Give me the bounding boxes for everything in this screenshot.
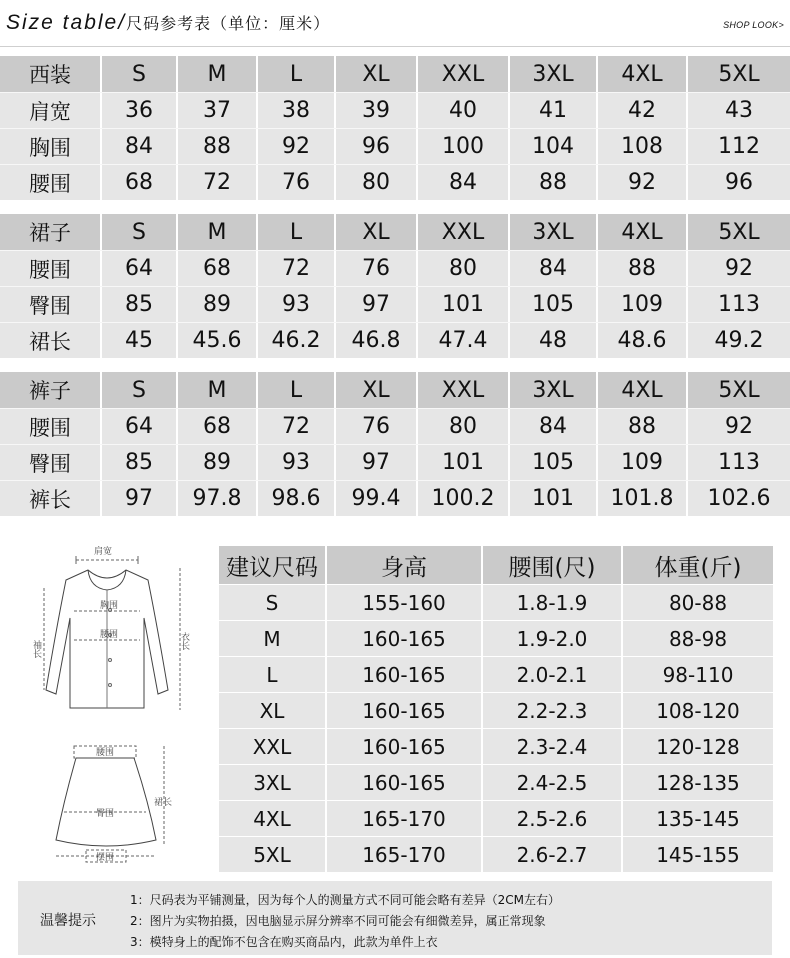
- recommend-table-cell: XXL: [252, 734, 292, 759]
- size-table-cell: 112: [686, 129, 790, 164]
- size-table-cell: 93: [256, 287, 334, 322]
- size-table-cell: 98.6: [256, 481, 334, 516]
- size-table-cell: 80: [416, 409, 508, 444]
- size-table-cell: 93: [256, 445, 334, 480]
- size-table-cell: 96: [334, 129, 416, 164]
- size-table-cell: 76: [334, 409, 416, 444]
- size-table-size-header: L: [256, 214, 334, 250]
- shirt-button: [109, 659, 112, 662]
- size-table-size-header: XXL: [416, 56, 508, 92]
- size-table-cell: 113: [686, 445, 790, 480]
- title-english: Size table/: [6, 11, 127, 34]
- size-table-measure-label: 裙长: [29, 329, 71, 354]
- size-table-cell: 72: [256, 251, 334, 286]
- recommend-table-cell: 98-110: [621, 657, 773, 692]
- size-table-cell: 68: [176, 409, 256, 444]
- size-table-cell: 41: [508, 93, 596, 128]
- size-table-cell: 113: [686, 287, 790, 322]
- size-table-cell: 97.8: [176, 481, 256, 516]
- notes-panel: [18, 881, 772, 955]
- size-table-cell: 46.8: [334, 323, 416, 358]
- size-table-measure-label: 腰围: [29, 257, 71, 282]
- size-table-size-header: XXL: [416, 372, 508, 408]
- size-table-header-row: [0, 56, 790, 92]
- size-table-cell: 84: [416, 165, 508, 200]
- size-table-cell: 89: [176, 445, 256, 480]
- size-table-cell: 68: [100, 165, 176, 200]
- recommend-table-cell: 160-165: [325, 729, 481, 764]
- size-table-cell: 109: [596, 445, 686, 480]
- size-table-measure-label: 腰围: [29, 171, 71, 196]
- size-table-cell: 76: [256, 165, 334, 200]
- size-table-cell: 85: [100, 287, 176, 322]
- size-table-category: 裙子: [29, 221, 71, 245]
- size-table-size-header: L: [256, 372, 334, 408]
- size-table-cell: 108: [596, 129, 686, 164]
- size-table-cell: 100: [416, 129, 508, 164]
- size-table-cell: 92: [596, 165, 686, 200]
- recommend-table-cell: 160-165: [325, 621, 481, 656]
- size-table-cell: 92: [686, 409, 790, 444]
- size-table-size-header: S: [100, 372, 176, 408]
- recommend-table-row: [219, 584, 773, 620]
- recommend-table-row: [219, 692, 773, 728]
- size-table-row: [0, 92, 790, 128]
- title-chinese: 尺码参考表（单位：厘米）: [126, 14, 331, 33]
- size-table-cell: 37: [176, 93, 256, 128]
- recommend-table-cell: 4XL: [253, 806, 291, 831]
- size-table-cell: 92: [686, 251, 790, 286]
- size-table-measure-label: 胸围: [29, 135, 71, 160]
- size-table-cell: 68: [176, 251, 256, 286]
- size-table-cell: 105: [508, 445, 596, 480]
- size-table-size-header: 4XL: [596, 56, 686, 92]
- recommend-table-row: [219, 728, 773, 764]
- skirt-label-length: 裙长: [154, 798, 173, 808]
- note-item: 3：模特身上的配饰不包含在购买商品内，此款为单件上衣: [130, 935, 438, 949]
- recommend-table-cell: 2.4-2.5: [481, 765, 621, 800]
- note-item: 2：图片为实物拍摄，因电脑显示屏分辨率不同可能会有细微差异，属正常现象: [130, 914, 546, 928]
- size-table-row: [0, 286, 790, 322]
- shirt-label-chest: 胸围: [100, 601, 119, 611]
- size-table-category: 西装: [29, 63, 71, 87]
- size-table-row: [0, 128, 790, 164]
- size-table-cell: 88: [508, 165, 596, 200]
- recommend-table-cell: 128-135: [621, 765, 773, 800]
- recommend-table-row: [219, 800, 773, 836]
- size-table-cell: 84: [508, 409, 596, 444]
- size-table-cell: 76: [334, 251, 416, 286]
- size-table-size-header: 5XL: [686, 372, 790, 408]
- size-table-cell: 45.6: [176, 323, 256, 358]
- shirt-button: [109, 684, 112, 687]
- size-table-cell: 84: [508, 251, 596, 286]
- notes-title: 温馨提示: [40, 913, 96, 929]
- size-table-measure-label: 裤长: [29, 487, 71, 512]
- size-table-cell: 97: [334, 445, 416, 480]
- size-table-cell: 42: [596, 93, 686, 128]
- recommend-table-cell: 2.0-2.1: [481, 657, 621, 692]
- size-table-cell: 46.2: [256, 323, 334, 358]
- recommend-table-header-row: [219, 546, 773, 584]
- size-table-size-header: S: [100, 56, 176, 92]
- header-divider: [0, 46, 790, 47]
- size-table-row: [0, 444, 790, 480]
- recommend-table-header-cell: 建议尺码: [226, 554, 318, 581]
- recommend-table-cell: 160-165: [325, 657, 481, 692]
- size-table-size-header: 5XL: [686, 56, 790, 92]
- recommend-table-cell: 165-170: [325, 837, 481, 872]
- shirt-label-shoulder: 肩宽: [94, 547, 113, 557]
- size-table-size-header: XL: [334, 56, 416, 92]
- size-table-measure-label: 臀围: [29, 451, 71, 476]
- recommend-table-row: [219, 836, 773, 872]
- recommend-table-row: [219, 620, 773, 656]
- size-table-row: [0, 322, 790, 358]
- notes-list: [130, 890, 560, 953]
- size-table-size-header: XL: [334, 372, 416, 408]
- size-table-cell: 92: [256, 129, 334, 164]
- size-table-cell: 101.8: [596, 481, 686, 516]
- skirt-label-hip: 臀围: [96, 809, 115, 819]
- size-table-cell: 101: [416, 445, 508, 480]
- shop-look-link[interactable]: SHOP LOOK>: [723, 20, 784, 30]
- size-table-size-header: 3XL: [508, 56, 596, 92]
- recommend-table-cell: M: [263, 626, 281, 651]
- size-table-cell: 105: [508, 287, 596, 322]
- size-table-cell: 39: [334, 93, 416, 128]
- recommended-size-table: [219, 546, 773, 872]
- recommend-table-cell: 108-120: [621, 693, 773, 728]
- recommend-table-cell: 2.2-2.3: [481, 693, 621, 728]
- recommend-table-cell: 5XL: [253, 842, 291, 867]
- recommend-table-cell: 120-128: [621, 729, 773, 764]
- size-table-cell: 64: [100, 251, 176, 286]
- size-table-cell: 80: [416, 251, 508, 286]
- size-table-cell: 97: [100, 481, 176, 516]
- size-table-cell: 48: [508, 323, 596, 358]
- recommend-table-cell: 165-170: [325, 801, 481, 836]
- size-table-cell: 43: [686, 93, 790, 128]
- size-table-cell: 88: [596, 409, 686, 444]
- recommend-table-cell: 1.8-1.9: [481, 585, 621, 620]
- size-table-cell: 88: [596, 251, 686, 286]
- page-header: [0, 0, 790, 50]
- size-table-size-header: XXL: [416, 214, 508, 250]
- recommend-table-cell: 160-165: [325, 765, 481, 800]
- size-table-size-header: 4XL: [596, 372, 686, 408]
- size-table-size-header: 3XL: [508, 214, 596, 250]
- size-table-cell: 101: [508, 481, 596, 516]
- recommend-table-cell: 2.3-2.4: [481, 729, 621, 764]
- size-table-cell: 89: [176, 287, 256, 322]
- recommend-table-cell: L: [266, 662, 278, 687]
- size-table-size-header: M: [176, 372, 256, 408]
- size-table-size-header: 4XL: [596, 214, 686, 250]
- size-table-row: [0, 480, 790, 516]
- size-table-cell: 80: [334, 165, 416, 200]
- size-table-cell: 72: [176, 165, 256, 200]
- recommend-table-cell: 155-160: [325, 585, 481, 620]
- size-table-cell: 101: [416, 287, 508, 322]
- pants-size-table: [0, 372, 790, 516]
- size-table-cell: 45: [100, 323, 176, 358]
- measurement-diagram: [30, 540, 210, 870]
- skirt-outline: [56, 758, 156, 846]
- size-table-cell: 36: [100, 93, 176, 128]
- size-table-size-header: XL: [334, 214, 416, 250]
- size-table-measure-label: 腰围: [29, 415, 71, 440]
- recommend-table-cell: 3XL: [253, 770, 291, 795]
- size-table-cell: 64: [100, 409, 176, 444]
- recommend-table-cell: 145-155: [621, 837, 773, 872]
- recommend-table-header-cell: 体重(斤): [621, 546, 773, 584]
- recommend-table-row: [219, 656, 773, 692]
- recommend-table-cell: 2.6-2.7: [481, 837, 621, 872]
- size-table-cell: 72: [256, 409, 334, 444]
- size-table-cell: 99.4: [334, 481, 416, 516]
- size-table-cell: 84: [100, 129, 176, 164]
- recommend-table-cell: XL: [259, 698, 285, 723]
- recommend-table-header-cell: 腰围(尺): [481, 546, 621, 584]
- recommend-table-cell: 1.9-2.0: [481, 621, 621, 656]
- size-table-cell: 109: [596, 287, 686, 322]
- size-table-cell: 48.6: [596, 323, 686, 358]
- size-table-cell: 104: [508, 129, 596, 164]
- size-table-cell: 100.2: [416, 481, 508, 516]
- recommend-table-row: [219, 764, 773, 800]
- size-table-row: [0, 408, 790, 444]
- size-table-size-header: 5XL: [686, 214, 790, 250]
- size-table-header-row: [0, 372, 790, 408]
- recommend-table-header-cell: 身高: [325, 546, 481, 584]
- size-table-cell: 40: [416, 93, 508, 128]
- size-table-row: [0, 250, 790, 286]
- skirt-label-hem: 摆围: [96, 853, 115, 863]
- size-table-cell: 88: [176, 129, 256, 164]
- size-table-size-header: L: [256, 56, 334, 92]
- page-title: [6, 10, 330, 35]
- size-table-cell: 49.2: [686, 323, 790, 358]
- skirt-size-table: [0, 214, 790, 358]
- size-table-cell: 96: [686, 165, 790, 200]
- size-table-size-header: M: [176, 56, 256, 92]
- recommend-table-cell: 135-145: [621, 801, 773, 836]
- size-table-category: 裤子: [29, 379, 71, 403]
- recommend-table-cell: 2.5-2.6: [481, 801, 621, 836]
- suit-size-table: [0, 56, 790, 200]
- size-table-header-row: [0, 214, 790, 250]
- skirt-diagram: [56, 746, 164, 862]
- recommend-table-cell: 160-165: [325, 693, 481, 728]
- note-item: 1：尺码表为平铺测量，因为每个人的测量方式不同可能会略有差异（2CM左右）: [130, 893, 561, 907]
- size-table-cell: 97: [334, 287, 416, 322]
- shirt-label-length: 衣长: [179, 632, 189, 650]
- size-table-cell: 38: [256, 93, 334, 128]
- recommend-table-cell: 88-98: [621, 621, 773, 656]
- size-table-cell: 47.4: [416, 323, 508, 358]
- size-table-cell: 85: [100, 445, 176, 480]
- size-table-measure-label: 臀围: [29, 293, 71, 318]
- shirt-label-sleeve: 袖长: [31, 640, 41, 658]
- shirt-collar: [88, 570, 126, 590]
- size-table-size-header: M: [176, 214, 256, 250]
- size-table-cell: 102.6: [686, 481, 790, 516]
- skirt-label-waist: 腰围: [96, 748, 115, 758]
- size-table-size-header: 3XL: [508, 372, 596, 408]
- size-table-row: [0, 164, 790, 200]
- recommend-table-cell: S: [265, 590, 279, 615]
- recommend-table-cell: 80-88: [621, 585, 773, 620]
- shirt-label-waist: 腰围: [100, 630, 119, 640]
- size-table-size-header: S: [100, 214, 176, 250]
- size-table-measure-label: 肩宽: [29, 99, 71, 124]
